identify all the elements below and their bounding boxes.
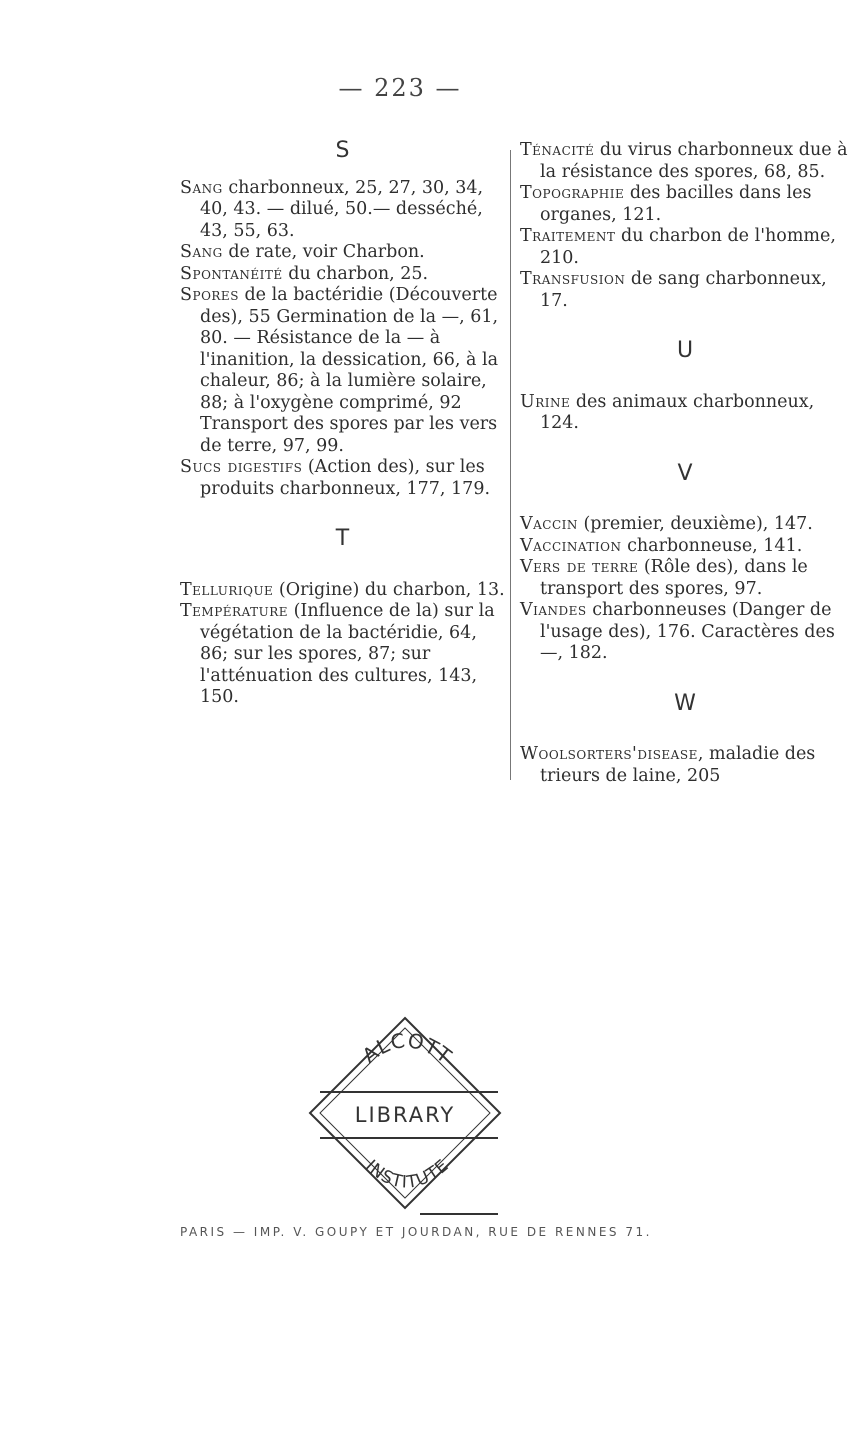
index-entry: Transfusion de sang charbonneux, 17. [520, 269, 827, 311]
svg-text:ALCOTT [358, 1028, 457, 1068]
section-letter-u: U [676, 338, 694, 363]
index-entry: Tellurique (Origine) du charbon, 13. [180, 579, 505, 600]
index-entry: Viandes charbonneuses (Danger de l'usage des), 176. Caractères des —, 182. [520, 600, 835, 663]
stamp-bottom-text: INSTITUTE [361, 1155, 454, 1193]
section-letter-v: V [677, 460, 693, 486]
index-entry: Vaccination charbonneuse, 141. [520, 535, 803, 556]
index-entry: Topographie des bacilles dans les organes, 121. [520, 183, 812, 225]
index-entry: Vaccin (premier, deuxième), 147. [520, 514, 813, 534]
index-entry: Spontanéité du charbon, 25. [180, 263, 429, 284]
index-left-column [180, 140, 505, 709]
column-divider [510, 150, 511, 780]
section-letter-t: T [335, 526, 350, 551]
printer-imprint: PARIS — IMP. V. GOUPY ET JOURDAN, RUE DE RENNES 71. [180, 1225, 652, 1239]
index-entry: Ténacité du virus charbonneux due à la résistance des spores, 68, 85. [520, 140, 848, 182]
page-number: — 223 — [338, 74, 462, 102]
index-entry: Température (Influence de la) sur la végétation de la bactéridie, 64, 86; sur les spores, 87; sur l'atténuation des cultures, 143, 150. [180, 601, 495, 707]
section-letter-w: W [674, 690, 696, 716]
index-entry: Traitement du charbon de l'homme, 210. [520, 226, 836, 268]
stamp-library-text: LIBRARY [354, 1103, 456, 1127]
index-entry: Spores de la bactéridie (Découverte des), 55 Germination de la —, 61, 80. — Résistance de la — à l'inanition, la dessication, 66, à la chaleur, 86; à la lumière solaire, 88; à l'oxygène comprimé, 92 Transport des spores par les vers de terre, 97, 99. [180, 285, 499, 456]
index-entry: Woolsorters'disease, maladie des trieurs de laine, 205 [520, 744, 816, 786]
section-letter-s: S [335, 138, 350, 163]
svg-text:INSTITUTE [361, 1155, 453, 1193]
library-stamp-icon [300, 1010, 510, 1222]
index-entry: Vers de terre (Rôle des), dans le transport des spores, 97. [520, 557, 808, 599]
stamp-top-text: ALCOTT [357, 1028, 457, 1069]
index-entry: Sang charbonneux, 25, 27, 30, 34, 40, 43. — dilué, 50.— desséché, 43, 55, 63. [180, 177, 484, 241]
library-stamp [300, 1010, 510, 1222]
index-entry: Sucs digestifs (Action des), sur les produits charbonneux, 177, 179. [180, 457, 491, 499]
index-entry: Urine des animaux charbonneux, 124. [520, 391, 815, 433]
index-right-column [520, 140, 850, 787]
index-entry: Sang de rate, voir Charbon. [180, 242, 425, 262]
